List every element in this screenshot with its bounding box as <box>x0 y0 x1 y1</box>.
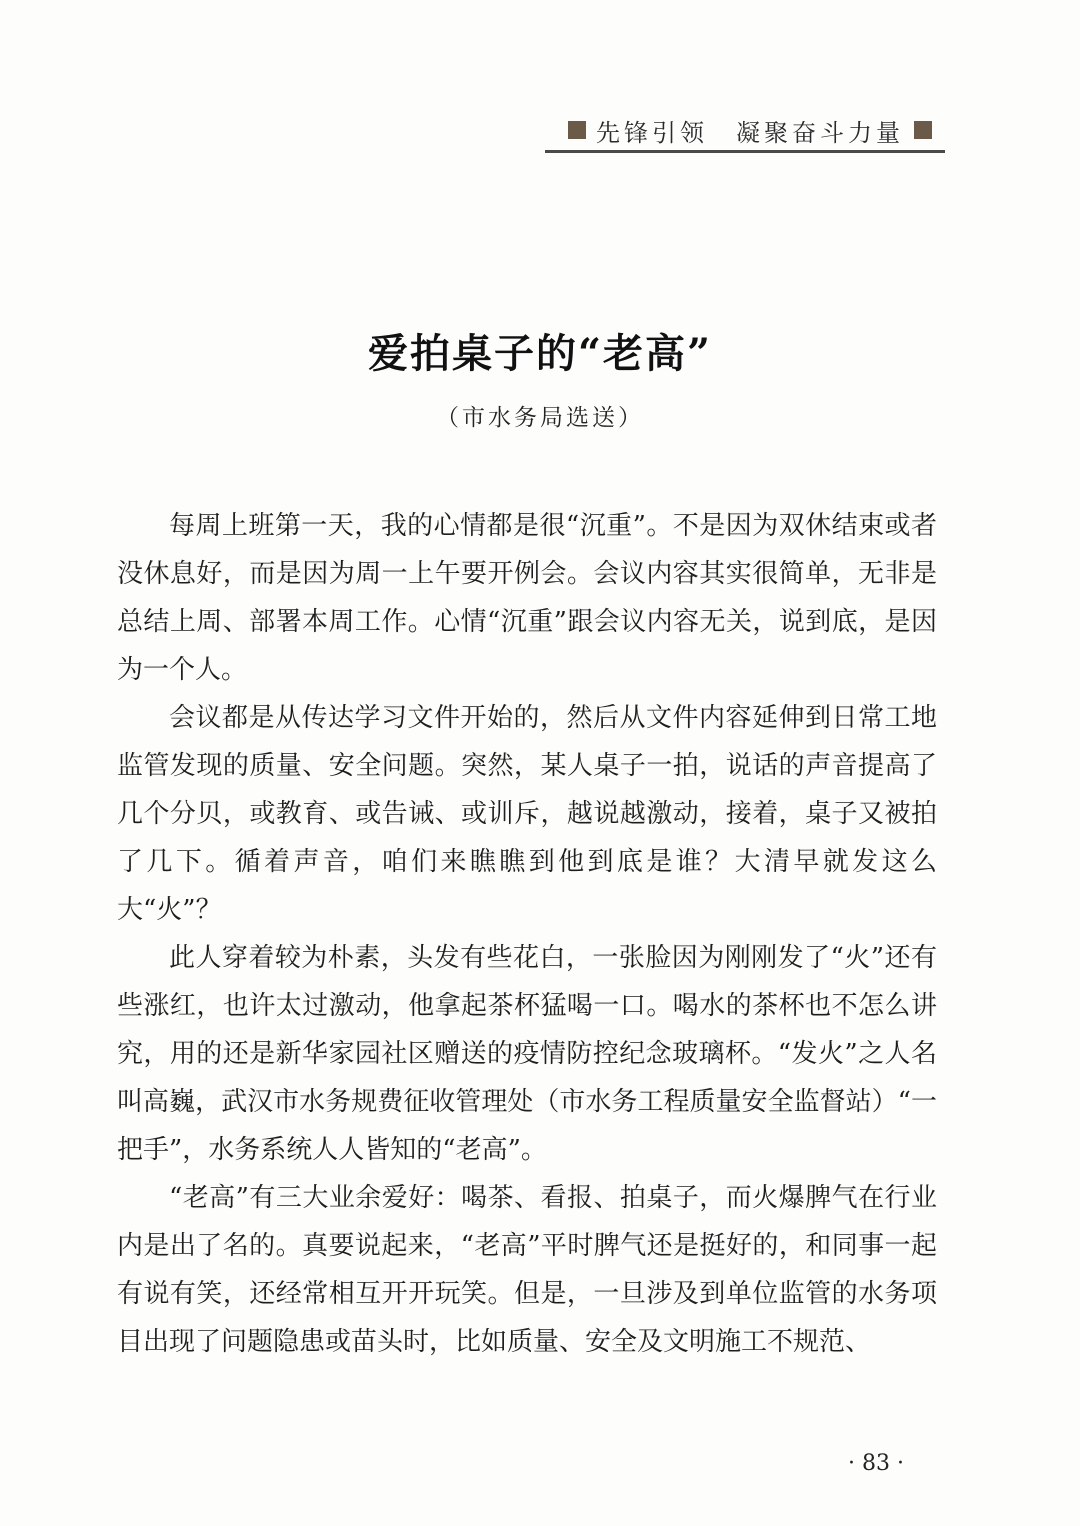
running-title: 先锋引领 凝聚奋斗力量 <box>596 118 904 147</box>
paragraph: “老高”有三大业余爱好：喝茶、看报、拍桌子，而火爆脾气在行业内是出了名的。真要说起来，“老高”平时脾气还是挺好的，和同事一起有说有笑，还经常相互开开玩笑。但是，一旦涉及到单位监管的水务项目出现了问题隐患或苗头时，比如质量、安全及文明施工不规范、 <box>117 1183 937 1357</box>
article-source: （市水务局选送） <box>436 405 644 431</box>
article-title: 爱拍桌子的“老高” <box>367 330 712 377</box>
paragraph: 会议都是从传达学习文件开始的，然后从文件内容延伸到日常工地监管发现的质量、安全问题。突然，某人桌子一拍，说话的声音提高了几个分贝，或教育、或告诫、或训斥，越说越激动，接着，桌子又被拍了几下。循着声音，咱们来瞧瞧到他到底是谁？大清早就发这么大“火”？ <box>117 703 937 925</box>
page-number: · 83 · <box>848 1451 904 1476</box>
paragraph: 此人穿着较为朴素，头发有些花白，一张脸因为刚刚发了“火”还有些涨红，也许太过激动，他拿起茶杯猛喝一口。喝水的茶杯也不怎么讲究，用的还是新华家园社区赠送的疫情防控纪念玻璃杯。“发火”之人名叫高巍，武汉市水务规费征收管理处（市水务工程质量安全监督站）“一把手”，水务系统人人皆知的“老高”。 <box>117 943 937 1165</box>
header-rule <box>545 150 945 153</box>
paragraph: 每周上班第一天，我的心情都是很“沉重”。不是因为双休结束或者没休息好，而是因为周一上午要开例会。会议内容其实很简单，无非是总结上周、部署本周工作。心情“沉重”跟会议内容无关，说到底，是因为一个人。 <box>117 511 937 685</box>
running-header <box>568 112 932 148</box>
article-body <box>117 502 937 1366</box>
square-ornament-right-icon <box>914 121 932 139</box>
square-ornament-left-icon <box>568 121 586 139</box>
